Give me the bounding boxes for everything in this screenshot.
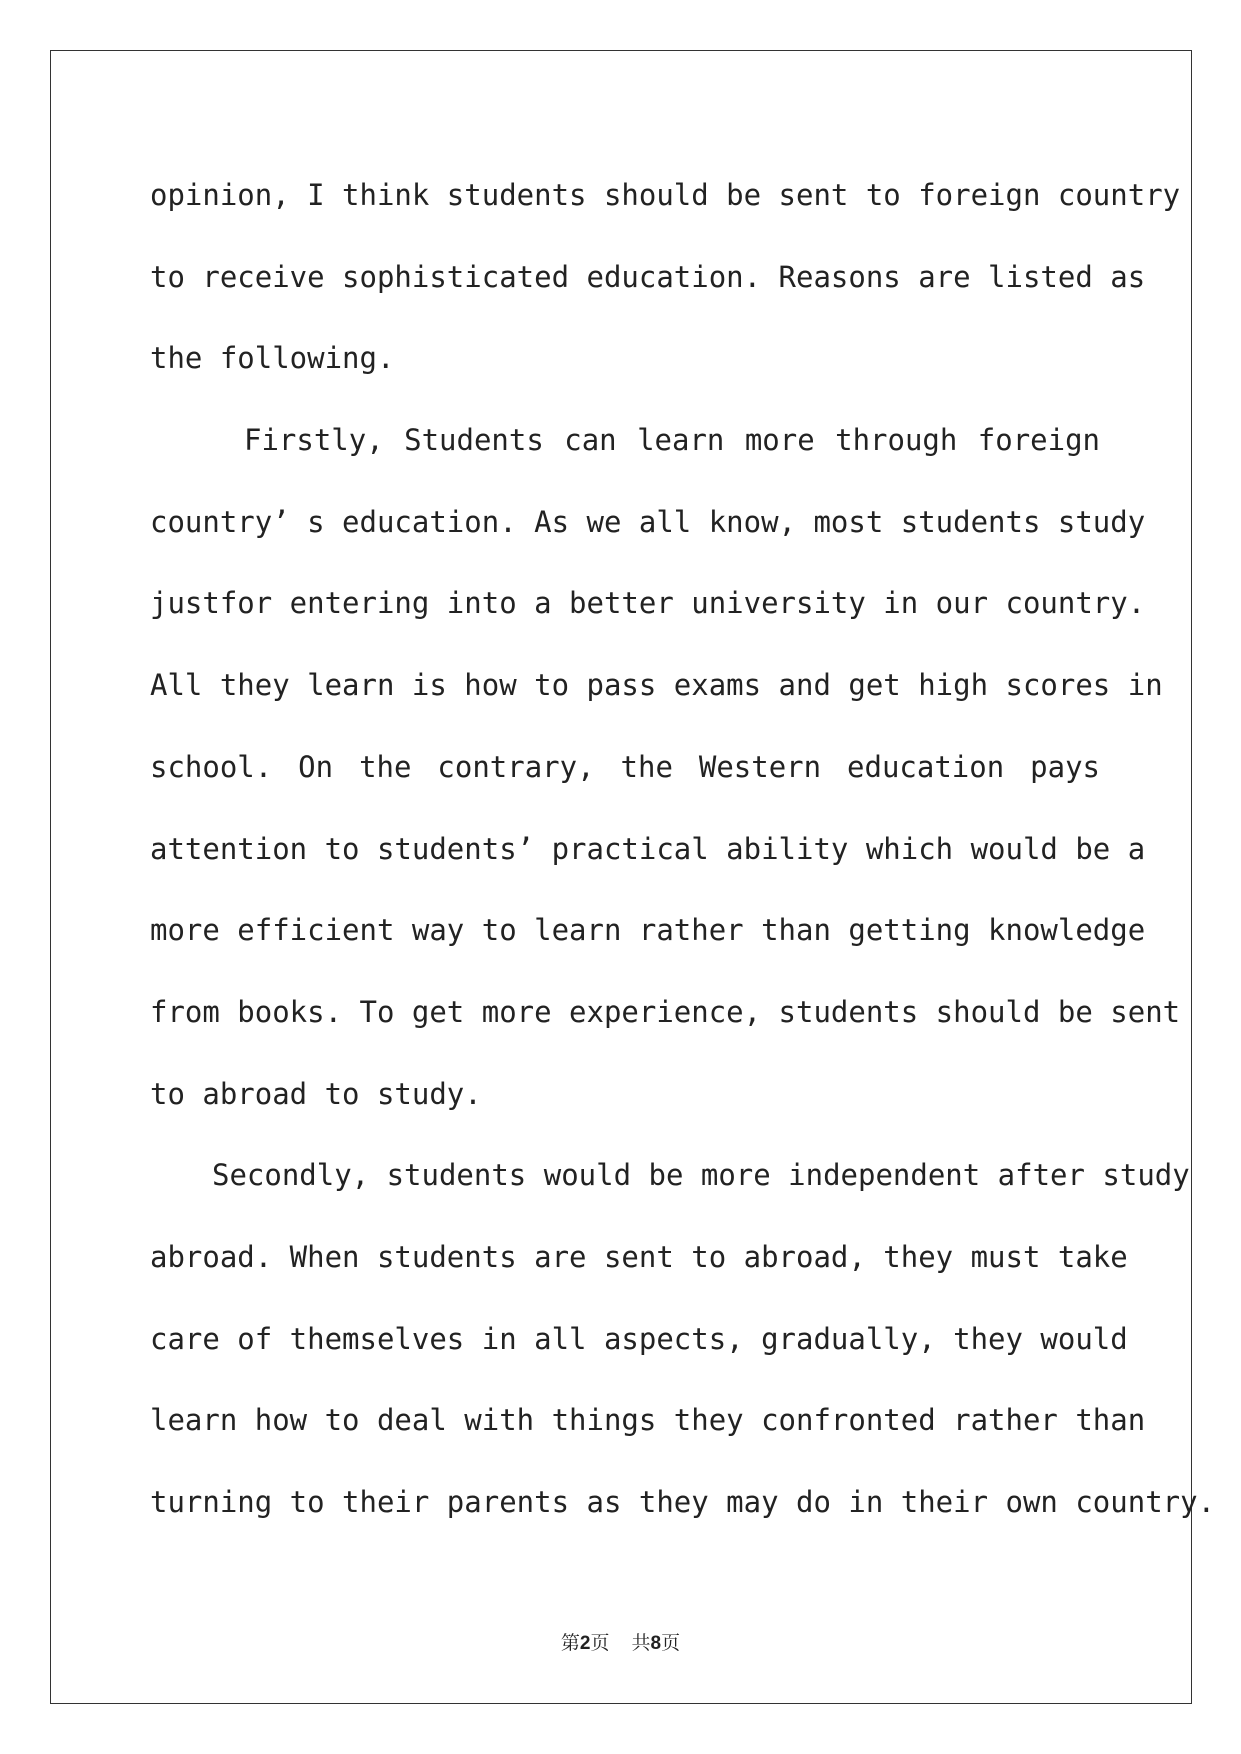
text-line: abroad. When students are sent to abroad, they must take: [150, 1239, 1128, 1274]
document-body: [150, 155, 1216, 1544]
text-line: learn how to deal with things they confronted rather than: [150, 1403, 1146, 1438]
text-line: justfor entering into a better university in our country.: [150, 586, 1146, 621]
footer-total-prefix: 共: [631, 1632, 651, 1654]
current-page-number: 2: [579, 1633, 591, 1654]
page-number-footer: [0, 1628, 1241, 1655]
text-line: school. On the contrary, the Western education pays: [150, 749, 1100, 784]
text-line: All they learn is how to pass exams and get high scores in: [150, 668, 1163, 703]
total-pages-number: 8: [650, 1633, 662, 1654]
text-line: more efficient way to learn rather than getting knowledge: [150, 913, 1146, 948]
text-line: care of themselves in all aspects, gradually, they would: [150, 1321, 1128, 1356]
text-line: opinion, I think students should be sent to foreign country: [150, 178, 1181, 212]
text-line: to receive sophisticated education. Reasons are listed as: [150, 259, 1146, 294]
text-line: Secondly, students would be more independent after study: [212, 1158, 1190, 1193]
text-line: to abroad to study.: [150, 1076, 482, 1111]
footer-page-suffix: 页: [590, 1632, 610, 1654]
text-line: Firstly, Students can learn more through foreign: [244, 423, 1100, 458]
text-line: from books. To get more experience, students should be sent: [150, 994, 1181, 1029]
footer-prefix: 第: [560, 1632, 580, 1654]
text-line: country’ s education. As we all know, most students study: [150, 504, 1146, 539]
footer-total-suffix: 页: [661, 1632, 681, 1654]
text-line: the following.: [150, 341, 395, 376]
text-line: turning to their parents as they may do in their own country.: [150, 1485, 1216, 1519]
text-line: attention to students’ practical ability which would be a: [150, 831, 1146, 866]
